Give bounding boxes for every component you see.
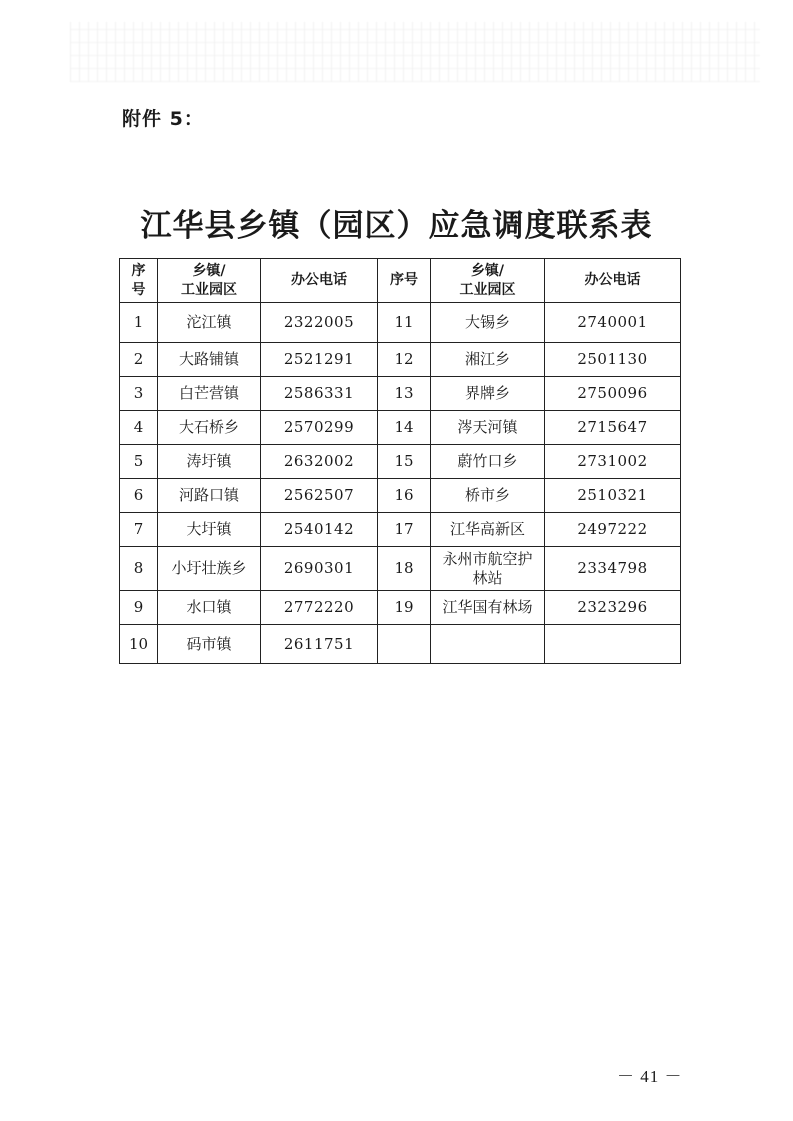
row-number: 15: [378, 445, 431, 479]
header-phone-right: 办公电话: [545, 259, 681, 303]
office-phone: 2750096: [545, 377, 681, 411]
office-phone: 2334798: [545, 547, 681, 591]
row-number: 14: [378, 411, 431, 445]
town-name: 蔚竹口乡: [431, 445, 545, 479]
row-number: 2: [120, 343, 158, 377]
office-phone: 2562507: [261, 479, 378, 513]
row-number: 19: [378, 591, 431, 625]
row-number: 16: [378, 479, 431, 513]
town-name-line2: 林站: [472, 568, 503, 587]
header-town-line2: 工业园区: [181, 281, 237, 298]
town-name: 小圩壮族乡: [158, 547, 261, 591]
table-row: [120, 513, 681, 547]
table-row: [120, 303, 681, 343]
office-phone: 2611751: [261, 625, 378, 664]
town-name: 大路铺镇: [158, 343, 261, 377]
office-phone: 2540142: [261, 513, 378, 547]
contact-table: [119, 258, 681, 664]
office-phone: 2323296: [545, 591, 681, 625]
table-row: [120, 547, 681, 591]
table-row: [120, 343, 681, 377]
office-phone: 2731002: [545, 445, 681, 479]
office-phone: 2772220: [261, 591, 378, 625]
office-phone: 2570299: [261, 411, 378, 445]
office-phone: 2322005: [261, 303, 378, 343]
table-row: [120, 625, 681, 664]
empty-cell: [545, 625, 681, 664]
header-seq-line1: 序: [131, 262, 146, 279]
office-phone: 2510321: [545, 479, 681, 513]
office-phone: 2740001: [545, 303, 681, 343]
row-number: 4: [120, 411, 158, 445]
town-name: 江华高新区: [431, 513, 545, 547]
header-town-right: [431, 259, 545, 303]
table-row: [120, 479, 681, 513]
header-seq-line2: 号: [131, 281, 146, 298]
town-name-line1: 永州市航空护: [442, 549, 533, 568]
empty-cell: [431, 625, 545, 664]
header-town-line2: 工业园区: [459, 281, 516, 298]
office-phone: 2690301: [261, 547, 378, 591]
header-phone-left: 办公电话: [261, 259, 378, 303]
town-name: 沱江镇: [158, 303, 261, 343]
town-name: 江华国有林场: [431, 591, 545, 625]
town-name: 涛圩镇: [158, 445, 261, 479]
town-name: 水口镇: [158, 591, 261, 625]
table-row: [120, 377, 681, 411]
town-name: 大石桥乡: [158, 411, 261, 445]
town-name: [431, 547, 545, 591]
table-header-row: [120, 259, 681, 303]
row-number: 17: [378, 513, 431, 547]
town-name: 界牌乡: [431, 377, 545, 411]
header-seq-left: [120, 259, 158, 303]
row-number: 10: [120, 625, 158, 664]
row-number: 8: [120, 547, 158, 591]
row-number: 1: [120, 303, 158, 343]
header-town-left: [158, 259, 261, 303]
row-number: 3: [120, 377, 158, 411]
office-phone: 2497222: [545, 513, 681, 547]
page-number: － 41 －: [617, 1067, 683, 1086]
table-row: [120, 445, 681, 479]
town-name: 湘江乡: [431, 343, 545, 377]
office-phone: 2521291: [261, 343, 378, 377]
office-phone: 2632002: [261, 445, 378, 479]
office-phone: 2586331: [261, 377, 378, 411]
town-name: 桥市乡: [431, 479, 545, 513]
header-town-line1: 乡镇/: [192, 262, 226, 279]
row-number: 7: [120, 513, 158, 547]
table-row: [120, 411, 681, 445]
town-name: 大圩镇: [158, 513, 261, 547]
town-name: 涔天河镇: [431, 411, 545, 445]
town-name: 码市镇: [158, 625, 261, 664]
row-number: 18: [378, 547, 431, 591]
attachment-label: 附件 5：: [122, 108, 204, 130]
row-number: 9: [120, 591, 158, 625]
header-seq-right: 序号: [378, 259, 431, 303]
town-name: 河路口镇: [158, 479, 261, 513]
scan-noise: [70, 22, 760, 82]
office-phone: 2715647: [545, 411, 681, 445]
document-title: 江华县乡镇（园区）应急调度联系表: [140, 208, 653, 244]
table-row: [120, 591, 681, 625]
office-phone: 2501130: [545, 343, 681, 377]
town-name: 大锡乡: [431, 303, 545, 343]
row-number: 5: [120, 445, 158, 479]
row-number: 13: [378, 377, 431, 411]
header-town-line1: 乡镇/: [470, 262, 505, 279]
row-number: 11: [378, 303, 431, 343]
row-number: 12: [378, 343, 431, 377]
town-name: 白芒营镇: [158, 377, 261, 411]
empty-cell: [378, 625, 431, 664]
row-number: 6: [120, 479, 158, 513]
